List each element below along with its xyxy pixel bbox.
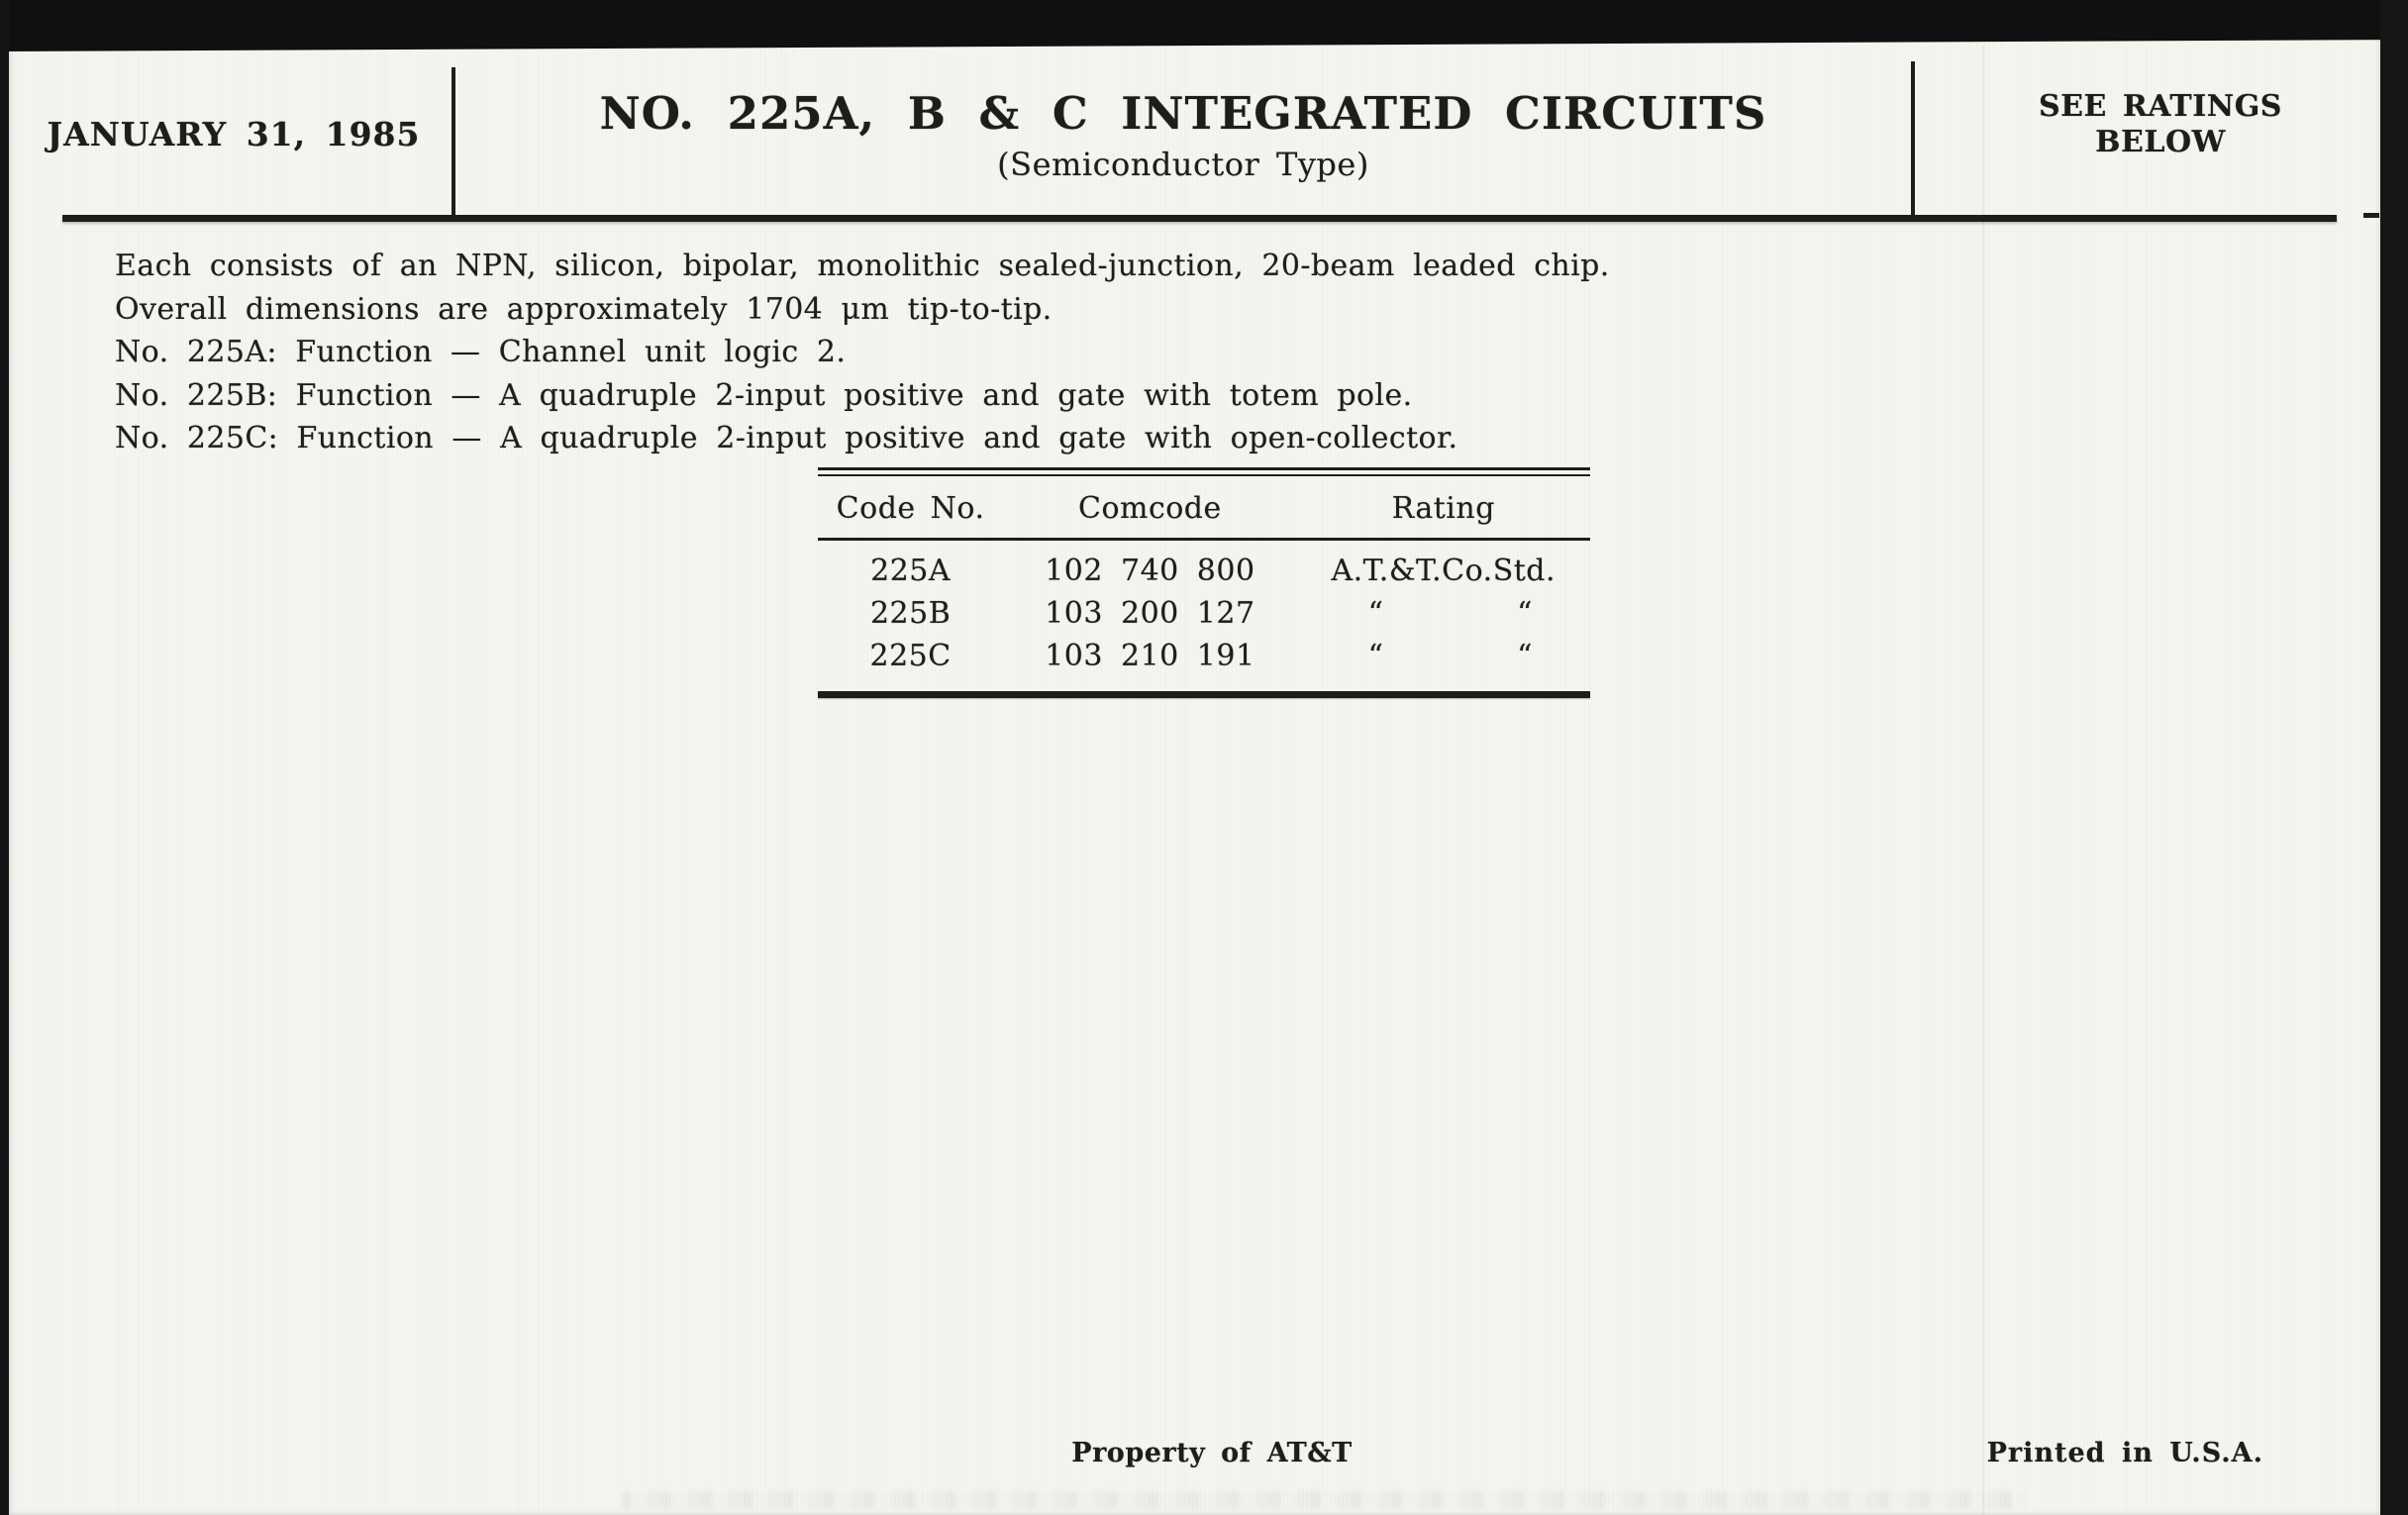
description-block — [115, 245, 1857, 460]
cell-comcode: 103 210 191 — [1045, 639, 1255, 673]
header-rule — [62, 215, 2337, 222]
table-rule-top — [818, 467, 1590, 476]
ditto-mark: “ — [1367, 596, 1384, 631]
card-edge-line — [1982, 46, 1984, 1515]
cell-code: 225B — [869, 596, 952, 631]
description-line: No. 225B: Function — A quadruple 2-input positive and gate with totem pole. — [115, 377, 1413, 413]
cell-code: 225C — [869, 639, 952, 673]
header-divider-right — [1911, 61, 1915, 217]
table-row — [818, 635, 1590, 677]
cell-rating-ditto — [1297, 592, 1590, 635]
ratings-note — [1984, 89, 2337, 160]
scan-artifact-right-edge — [2380, 0, 2408, 1515]
ratings-note-line1: SEE RATINGS — [2039, 89, 2282, 124]
table-body — [818, 550, 1590, 677]
code-table — [818, 467, 1590, 698]
description-line: No. 225C: Function — A quadruple 2-input positive and gate with open-collector. — [115, 421, 1458, 455]
table-header-row — [818, 484, 1590, 532]
cell-rating: A.T.&T.Co.Std. — [1331, 554, 1556, 588]
column-header-code: Code No. — [836, 490, 985, 526]
cell-code: 225A — [870, 554, 952, 588]
column-header-comcode: Comcode — [1077, 490, 1222, 526]
document-date: JANUARY 31, 1985 — [47, 114, 421, 153]
ratings-note-line2: BELOW — [2095, 125, 2226, 159]
column-header-rating: Rating — [1391, 490, 1495, 526]
scan-artifact-dash — [2363, 213, 2379, 218]
cell-comcode: 103 200 127 — [1045, 596, 1255, 631]
description-line: Each consists of an NPN, silicon, bipolar, monolithic sealed-junction, 20-beam leaded chip. — [115, 249, 1610, 283]
ditto-mark: “ — [1517, 596, 1533, 631]
table-row — [818, 550, 1590, 592]
cell-rating-ditto — [1297, 635, 1590, 677]
printed-imprint: Printed in U.S.A. — [1986, 1438, 2263, 1468]
cell-comcode: 102 740 800 — [1045, 554, 1255, 588]
table-rule-header — [818, 538, 1590, 541]
document-subtitle: (Semiconductor Type) — [997, 146, 1369, 183]
scan-artifact-left-edge — [0, 0, 9, 1515]
ditto-mark: “ — [1367, 639, 1384, 673]
description-line: Overall dimensions are approximately 1704 μm tip-to-tip. — [115, 291, 1053, 327]
scan-artifact-bleedthrough — [622, 1491, 2028, 1509]
table-rule-bottom — [818, 691, 1590, 698]
header-date-cell — [16, 51, 452, 216]
table-row — [818, 592, 1590, 635]
ditto-mark: “ — [1517, 639, 1533, 673]
property-imprint: Property of AT&T — [1071, 1438, 1353, 1468]
header-title-cell — [455, 46, 1911, 183]
document-title: NO. 225A, B & C INTEGRATED CIRCUITS — [599, 87, 1767, 140]
description-line: No. 225A: Function — Channel unit logic 2. — [115, 335, 847, 369]
paper-card — [8, 0, 2380, 1515]
